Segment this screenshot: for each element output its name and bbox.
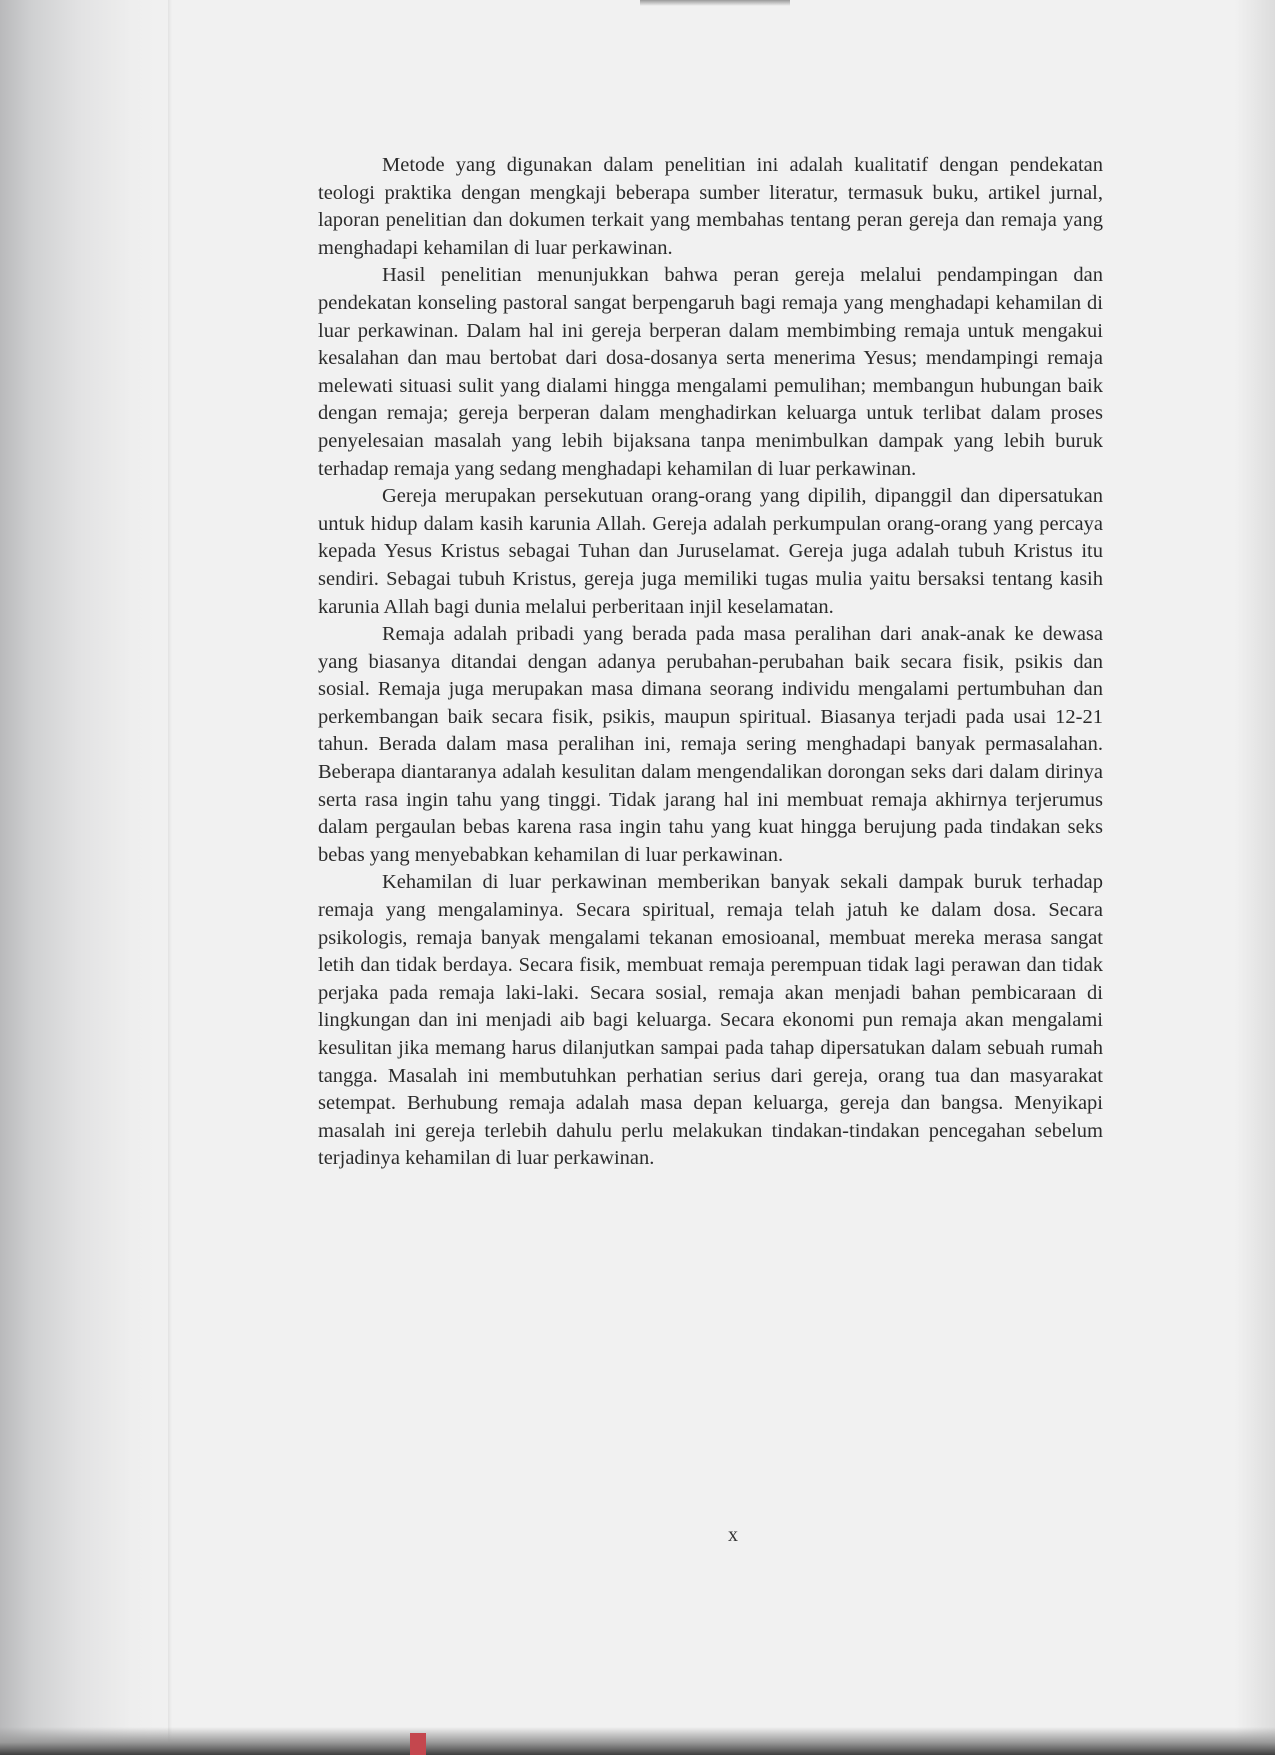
book-gutter-line: [168, 0, 172, 1755]
paragraph-pregnancy: Kehamilan di luar perkawinan memberikan banyak sekali dampak buruk terhadap remaja yang mengalaminya. Secara spiritual, remaja telah jatuh ke dalam dosa. Secara psikologis, remaja banyak mengalami tekanan emosioanal, membuat mereka merasa sangat letih dan tidak berdaya. Secara fisik, membuat remaja perempuan tidak lagi perawan dan tidak perjaka pada remaja laki-laki. Secara sosial, remaja akan menjadi bahan pembicaraan di lingkungan dan ini menjadi aib bagi keluarga. Secara ekonomi pun remaja akan mengalami kesulitan jika memang harus dilanjutkan sampai pada tahap dipersatukan dalam sebuah rumah tangga. Masalah ini membutuhkan perhatian serius dari gereja, orang tua dan masyarakat setempat. Berhubung remaja adalah masa depan keluarga, gereja dan bangsa. Menyikapi masalah ini gereja terlebih dahulu perlu melakukan tindakan-tindakan pencegahan sebelum terjadinya kehamilan di luar perkawinan.: [318, 871, 1103, 1170]
paragraph-church: Gereja merupakan persekutuan orang-orang yang dipilih, dipanggil dan dipersatukan untuk hidup dalam kasih karunia Allah. Gereja adalah perkumpulan orang-orang yang percaya kepada Yesus Kristus sebagai Tuhan dan Juruselamat. Gereja juga adalah tubuh Kristus itu sendiri. Sebagai tubuh Kristus, gereja juga memiliki tugas mulia yaitu bersaksi tentang kasih karunia Allah bagi dunia melalui perberitaan injil keselamatan.: [318, 485, 1103, 618]
page-bottom-edge: [0, 1727, 1275, 1755]
book-spine-shadow: [0, 0, 175, 1755]
page-body: [318, 152, 1103, 1173]
paragraph-method: Metode yang digunakan dalam penelitian ini adalah kualitatif dengan pendekatan teologi praktika dengan mengkaji beberapa sumber literatur, termasuk buku, artikel jurnal, laporan penelitian dan dokumen terkait yang membahas tentang peran gereja dan remaja yang menghadapi kehamilan di luar perkawinan.: [318, 154, 1103, 259]
page-right-edge: [1235, 0, 1275, 1755]
scan-top-mark: [640, 0, 790, 6]
page-number: x: [728, 1524, 738, 1546]
paragraph-results: Hasil penelitian menunjukkan bahwa peran gereja melalui pendampingan dan pendekatan konseling pastoral sangat berpengaruh bagi remaja yang menghadapi kehamilan di luar perkawinan. Dalam hal ini gereja berperan dalam membimbing remaja untuk mengakui kesalahan dan mau bertobat dari dosa-dosanya serta menerima Yesus; mendampingi remaja melewati situasi sulit yang dialami hingga mengalami pemulihan; membangun hubungan baik dengan remaja; gereja berperan dalam menghadirkan keluarga untuk terlibat dalam proses penyelesaian masalah yang lebih bijaksana tanpa menimbulkan dampak yang lebih buruk terhadap remaja yang sedang menghadapi kehamilan di luar perkawinan.: [318, 264, 1103, 480]
paragraph-youth: Remaja adalah pribadi yang berada pada masa peralihan dari anak-anak ke dewasa yang biasanya ditandai dengan adanya perubahan-perubahan baik secara fisik, psikis dan sosial. Remaja juga merupakan masa dimana seorang individu mengalami pertumbuhan dan perkembangan baik secara fisik, psikis, maupun spiritual. Biasanya terjadi pada usai 12-21 tahun. Berada dalam masa peralihan ini, remaja sering menghadapi banyak permasalahan. Beberapa diantaranya adalah kesulitan dalam mengendalikan dorongan seks dari dalam dirinya serta rasa ingin tahu yang tinggi. Tidak jarang hal ini membuat remaja akhirnya terjerumus dalam pergaulan bebas karena rasa ingin tahu yang kuat hingga berujung pada tindakan seks bebas yang menyebabkan kehamilan di luar perkawinan.: [318, 623, 1103, 866]
bookmark-ribbon: [410, 1733, 426, 1755]
